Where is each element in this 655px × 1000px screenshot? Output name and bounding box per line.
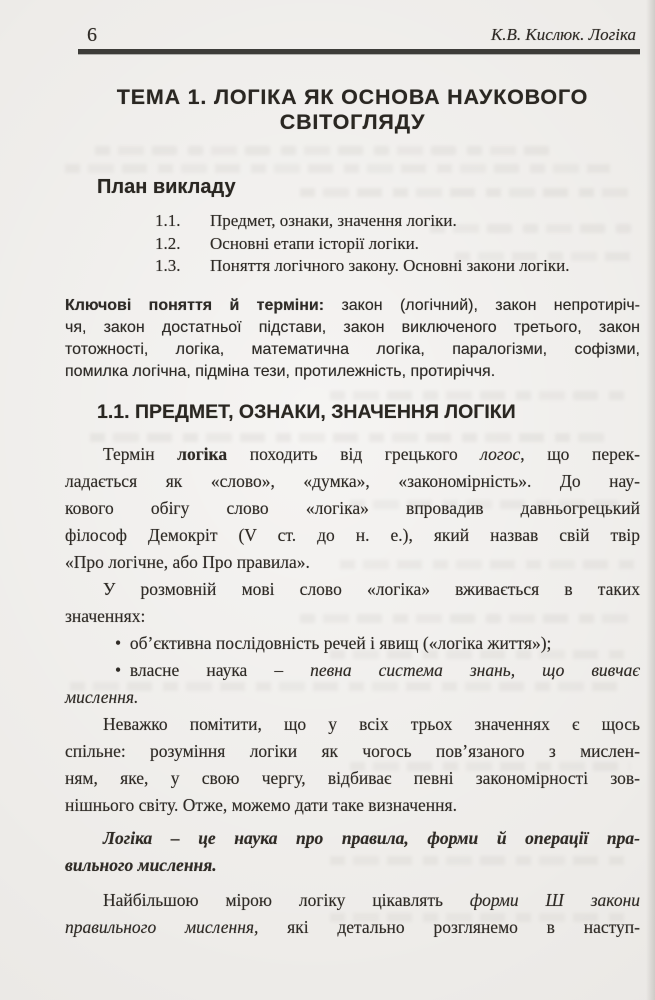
plan-item-number: 1.3. bbox=[155, 256, 181, 275]
bullet-objective-sequence: • об’єктивна послідовність речей і явищ («логіка життя»); bbox=[115, 632, 552, 653]
section-heading: 1.1. ПРЕДМЕТ, ОЗНАКИ, ЗНАЧЕННЯ ЛОГІКИ bbox=[97, 400, 516, 423]
header-rule bbox=[78, 49, 640, 54]
plan-list bbox=[65, 210, 640, 278]
page-number: 6 bbox=[87, 24, 97, 46]
plan-item bbox=[65, 210, 640, 233]
paragraph-common-meaning: Неважко помітити, що у всіх трьох значеннях є щось спільне: розуміння логіки як чогось пов’язаного з мислен- ням, яке, у свою чергу, відбиває певні закономірності зов- нішнього світу. Отже, можемо дати таке визначення. bbox=[65, 713, 640, 815]
plan-item-number: 1.1. bbox=[155, 211, 181, 230]
plan-item-number: 1.2. bbox=[155, 233, 181, 253]
page-content bbox=[65, 0, 640, 941]
page-header bbox=[65, 24, 640, 46]
plan-item-text: Поняття логічного закону. Основні закони логіки. bbox=[210, 256, 570, 275]
plan-item-text: Основні етапи історії логіки. bbox=[210, 233, 419, 253]
paragraph-term-origin: Термін логіка походить від грецького логос, що перек- ладається як «слово», «думка», «закономірність». До нау- кового обігу слово «логіка» впровадив давньогрецький філософ Демокріт (V ст. до н. е.), який назвав свій твір «Про логічне, або Про правила». bbox=[65, 443, 640, 572]
bullet-science-definition: • власне наука – певна система знань, що вивчає мислення. bbox=[65, 659, 641, 707]
plan-item-text: Предмет, ознаки, значення логіки. bbox=[210, 211, 457, 230]
chapter-title-line2: СВІТОГЛЯДУ bbox=[279, 110, 426, 134]
definition-logic: Логіка – це наука про правила, форми й операції пра- вильного мислення. bbox=[65, 827, 640, 875]
paragraph-colloquial-use: У розмовній мові слово «логіка» вживається в таких значеннях: bbox=[65, 578, 640, 626]
key-terms-block: Ключові поняття й терміни: закон (логічний), закон непротиріч- чя, закон достатньої підстави, закон виключеного третього, закон тотожності, логіка, математична логіка, паралогізми, софізми, помилка логічна, підміна тези, протилежність, протиріччя. bbox=[65, 296, 640, 380]
chapter-title bbox=[65, 85, 640, 135]
chapter-title-line1: ТЕМА 1. ЛОГІКА ЯК ОСНОВА НАУКОВОГО bbox=[116, 85, 589, 109]
plan-item bbox=[65, 233, 640, 256]
plan-item bbox=[65, 255, 640, 278]
paragraph-forms-laws: Найбільшою мірою логіку цікавлять форми Ш закони правильного мислення, які детально розглянемо в наступ- bbox=[65, 889, 640, 937]
running-header: К.В. Кислюк. Логіка bbox=[490, 25, 636, 44]
plan-heading: План викладу bbox=[97, 176, 236, 198]
